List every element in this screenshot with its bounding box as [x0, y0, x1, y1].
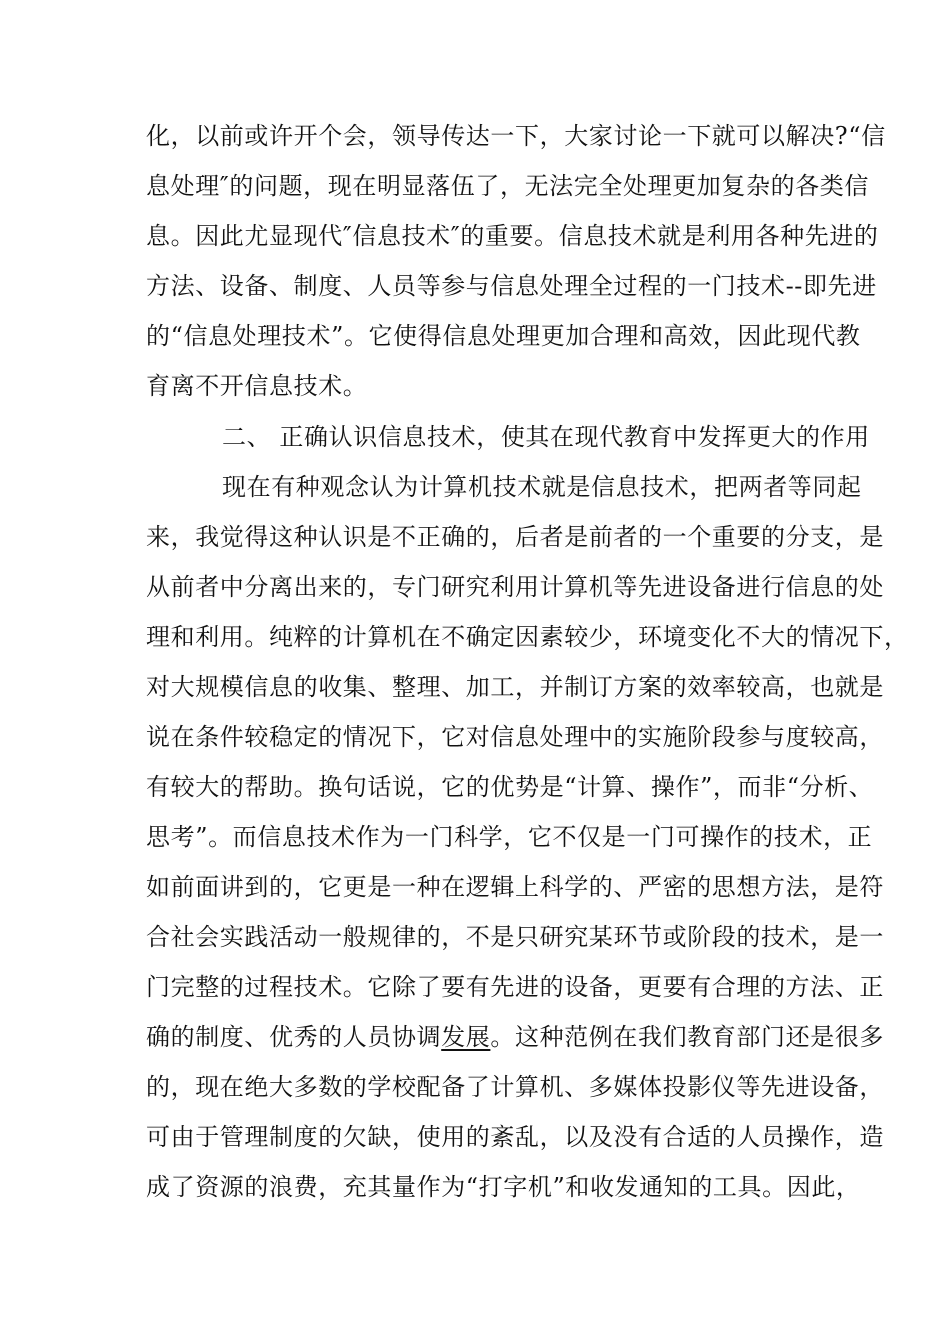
text-line: 门完整的过程技术。它除了要有先进的设备，更要有合理的方法、正 — [146, 973, 884, 1001]
text-line: 息。因此尤显现代″信息技术″的重要。信息技术就是利用各种先进的 — [146, 222, 879, 250]
text-line: 合社会实践活动一般规律的，不是只研究某环节或阶段的技术，是一 — [146, 923, 884, 951]
text-line: 思考”。而信息技术作为一门科学，它不仅是一门可操作的技术，正 — [146, 823, 873, 851]
text-line: 现在有种观念认为计算机技术就是信息技术，把两者等同起 — [222, 473, 862, 501]
text-line: 说在条件较稳定的情况下，它对信息处理中的实施阶段参与度较高， — [146, 723, 884, 751]
text-line: 方法、设备、制度、人员等参与信息处理全过程的一门技术--即先进 — [146, 272, 877, 300]
text-line: 成了资源的浪费，充其量作为“打字机”和收发通知的工具。因此， — [146, 1173, 861, 1201]
text-line: 可由于管理制度的欠缺，使用的紊乱，以及没有合适的人员操作，造 — [146, 1123, 884, 1151]
text-line: 育离不开信息技术。 — [146, 372, 368, 400]
text-segment: 。这种范例在我们教育部门还是很多 — [490, 1023, 885, 1051]
text-line: 息处理″的问题，现在明显落伍了，无法完全处理更加复杂的各类信 — [146, 172, 869, 200]
text-line: 有较大的帮助。换句话说，它的优势是“计算、操作”，而非“分析、 — [146, 773, 874, 801]
text-line: 对大规模信息的收集、整理、加工，并制订方案的效率较高，也就是 — [146, 673, 884, 701]
text-line: 从前者中分离出来的，专门研究利用计算机等先进设备进行信息的处 — [146, 573, 884, 601]
text-line: 的“信息处理技术”。它使得信息处理更加合理和高效，因此现代教 — [146, 322, 861, 350]
text-line — [146, 1022, 885, 1052]
text-line: 化，以前或许开个会，领导传达一下，大家讨论一下就可以解决?“信 — [146, 122, 886, 150]
text-line: 来，我觉得这种认识是不正确的，后者是前者的一个重要的分支，是 — [146, 523, 884, 551]
underlined-word: 发展 — [441, 1023, 491, 1051]
text-line: 的，现在绝大多数的学校配备了计算机、多媒体投影仪等先进设备， — [146, 1073, 884, 1101]
text-line: 理和利用。纯粹的计算机在不确定因素较少，环境变化不大的情况下， — [146, 623, 909, 651]
section-heading: 二、 正确认识信息技术，使其在现代教育中发挥更大的作用 — [222, 423, 870, 451]
text-line: 如前面讲到的，它更是一种在逻辑上科学的、严密的思想方法，是符 — [146, 873, 884, 901]
text-segment: 确的制度、优秀的人员协调 — [146, 1023, 442, 1051]
